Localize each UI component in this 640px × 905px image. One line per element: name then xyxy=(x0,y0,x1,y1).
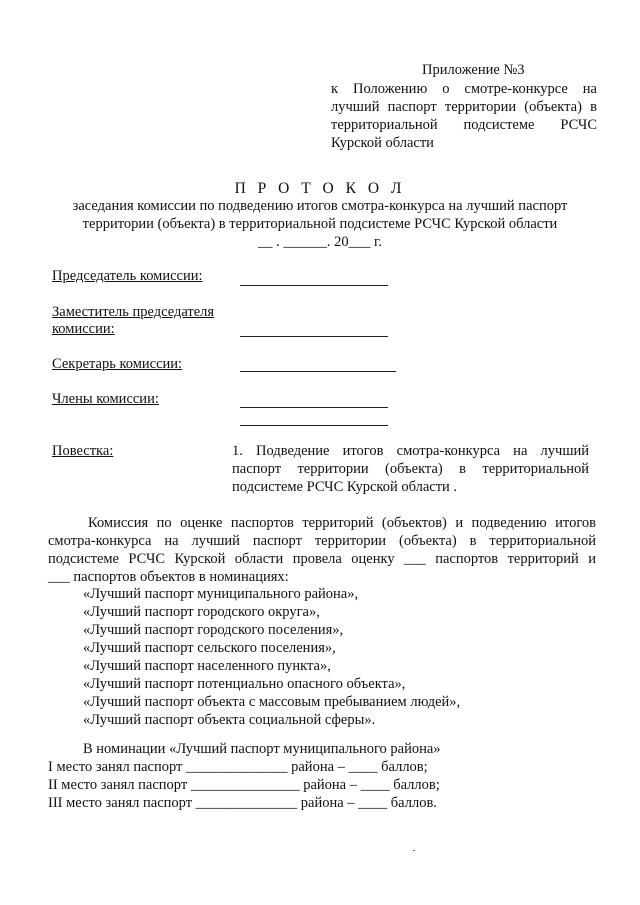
member-signature-line xyxy=(240,407,388,408)
results-place: III место занял паспорт ______________ района – ____ баллов. xyxy=(48,795,437,811)
protocol-subtitle: территории (объекта) в территориальной подсистеме РСЧС Курской области xyxy=(82,216,558,232)
agenda-line: паспорт территории (объекта) в территориальной xyxy=(232,461,589,477)
chair-signature-line xyxy=(240,285,388,286)
appendix-line: лучший паспорт территории (объекта) в xyxy=(331,99,597,115)
appendix-line: территориальной подсистеме РСЧС xyxy=(331,117,597,133)
appendix-line: Курской области xyxy=(331,135,434,151)
appendix-line: к Положению о смотре-конкурсе на xyxy=(331,81,597,97)
member-signature-line xyxy=(240,425,388,426)
nomination-item: «Лучший паспорт объекта с массовым пребыванием людей», xyxy=(83,694,461,710)
protocol-subtitle: заседания комиссии по подведению итогов смотра-конкурса на лучший паспорт xyxy=(72,198,568,214)
results-place: I место занял паспорт ______________ района – ____ баллов; xyxy=(48,759,428,775)
nomination-item: «Лучший паспорт муниципального района», xyxy=(83,586,359,602)
members-label: Члены комиссии: xyxy=(52,391,159,407)
nomination-item: «Лучший паспорт городского округа», xyxy=(83,604,320,620)
nomination-item: «Лучший паспорт потенциально опасного объекта», xyxy=(83,676,406,692)
deputy-label: Заместитель председателя xyxy=(52,304,215,320)
results-heading: В номинации «Лучший паспорт муниципального района» xyxy=(83,741,441,757)
appendix-title: Приложение №3 xyxy=(422,62,525,78)
secretary-signature-line xyxy=(240,371,396,372)
protocol-title: П Р О Т О К О Л xyxy=(234,180,406,197)
agenda-line: подсистеме РСЧС Курской области . xyxy=(232,479,458,495)
body-line: Комиссия по оценке паспортов территорий (объектов) и подведению итогов xyxy=(88,515,596,531)
scan-speck xyxy=(413,850,415,851)
agenda-label: Повестка: xyxy=(52,443,114,459)
secretary-label: Секретарь комиссии: xyxy=(52,356,183,372)
results-place: II место занял паспорт _______________ района – ____ баллов; xyxy=(48,777,440,793)
body-line: ___ паспортов объектов в номинациях: xyxy=(48,569,289,585)
chair-label: Председатель комиссии: xyxy=(52,268,203,284)
body-line: смотра-конкурса на лучший паспорт территории (объекта) в территориальной xyxy=(48,533,596,549)
body-line: подсистеме РСЧС Курской области провела оценку ___ паспортов территорий и xyxy=(48,551,596,567)
protocol-date: __ . ______. 20___ г. xyxy=(258,234,382,250)
nomination-item: «Лучший паспорт объекта социальной сферы». xyxy=(83,712,376,728)
nomination-item: «Лучший паспорт населенного пункта», xyxy=(83,658,331,674)
deputy-label: комиссии: xyxy=(52,321,115,337)
nomination-item: «Лучший паспорт городского поселения», xyxy=(83,622,344,638)
nomination-item: «Лучший паспорт сельского поселения», xyxy=(83,640,336,656)
deputy-signature-line xyxy=(240,336,388,337)
agenda-line: 1. Подведение итогов смотра-конкурса на лучший xyxy=(232,443,589,459)
